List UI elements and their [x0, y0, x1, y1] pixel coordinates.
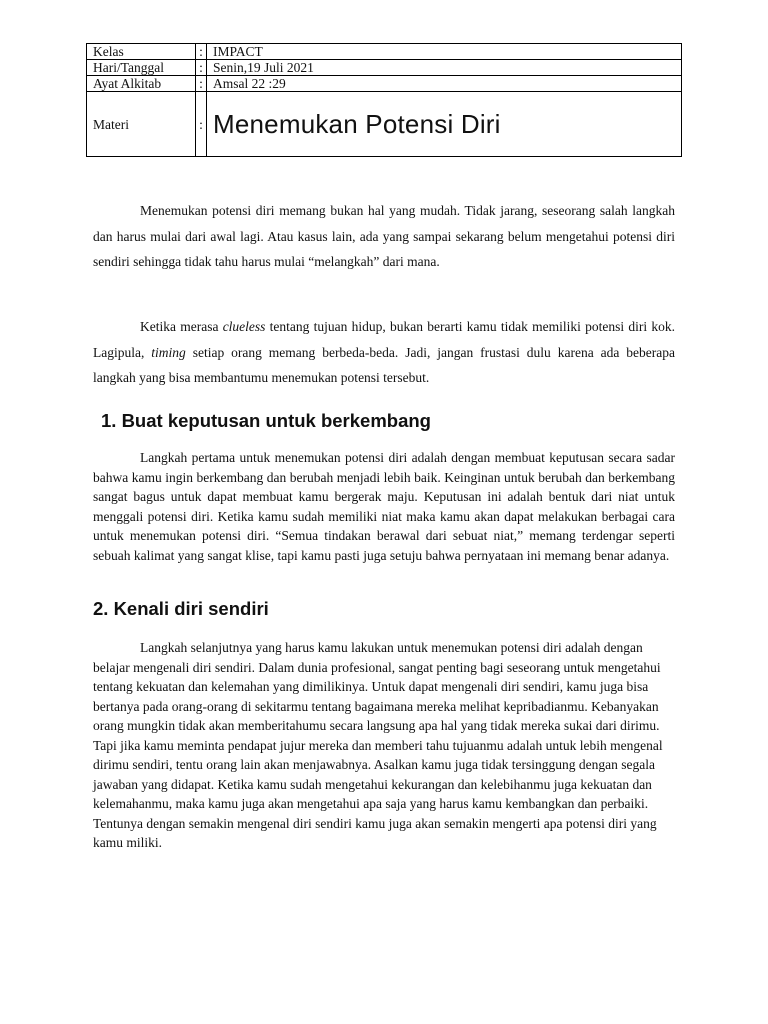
header-row-kelas: [87, 44, 682, 60]
header-table: [86, 43, 682, 157]
section-1-paragraph: [93, 448, 675, 565]
row-separator: :: [196, 60, 207, 76]
header-row-verse: [87, 76, 682, 92]
row-value: Amsal 22 :29: [207, 76, 682, 92]
row-separator: :: [196, 92, 207, 157]
row-label: Ayat Alkitab: [87, 76, 196, 92]
paragraph-text: Menemukan potensi diri memang bukan hal yang mudah. Tidak jarang, seseorang salah langkah dan harus mulai dari awal lagi. Atau kasus lain, ada yang sampai sekarang belum mengetahui potensi diri sendiri sehingga tidak tahu harus mulai “melangkah” dari mana.: [93, 203, 675, 269]
intro-paragraph-1: [93, 198, 675, 275]
paragraph-text: tentang tujuan hidup, bukan berarti kamu tidak memiliki potensi diri kok. Lagipula,: [93, 319, 675, 360]
row-label: Kelas: [87, 44, 196, 60]
row-separator: :: [196, 76, 207, 92]
row-label: Materi: [87, 92, 196, 157]
row-value: IMPACT: [207, 44, 682, 60]
section-heading-1: 1. Buat keputusan untuk berkembang: [101, 410, 431, 431]
paragraph-text: Ketika merasa: [140, 319, 223, 334]
row-value: Senin,19 Juli 2021: [207, 60, 682, 76]
italic-term: timing: [151, 344, 186, 360]
italic-term: clueless: [222, 319, 266, 334]
paragraph-text: Langkah selanjutnya yang harus kamu lakukan untuk menemukan potensi diri adalah dengan belajar mengenali diri sendiri. Dalam dunia profesional, sangat penting bagi seseorang untuk mengetahui tentang kekuatan dan kelemahan yang dimilikinya. Untuk dapat mengenali diri sendiri, kamu juga bisa bertanya pada orang-orang di sekitarmu tentang bagaimana mereka melihat kepribadianmu. Kebanyakan orang mungkin tidak akan memberitahumu secara langsung apa hal yang tidak mereka sukai dari dirimu. Tapi jika kamu meminta pendapat jujur mereka dan memberi tahu tujuanmu adalah untuk lebih mengenal dirimu sendiri, tentu orang lain akan menjawabnya. Asalkan kamu juga tidak tersinggung dengan segala jawaban yang didapat. Ketika kamu sudah mengetahui kekurangan dan kelebihanmu juga kekuatan dan kelemahanmu, maka kamu juga akan mengetahui apa saja yang harus kamu kembangkan dan perbaiki. Tentunya dengan semakin mengenal diri sendiri kamu juga akan semakin mengerti apa potensi diri yang kamu miliki.: [93, 640, 663, 850]
intro-paragraph-2: [93, 314, 675, 391]
row-separator: :: [196, 44, 207, 60]
header-row-date: [87, 60, 682, 76]
section-2-paragraph: [93, 638, 675, 853]
section-heading-2: 2. Kenali diri sendiri: [93, 598, 269, 619]
document-title: Menemukan Potensi Diri: [207, 92, 682, 157]
paragraph-text: setiap orang memang berbeda-beda. Jadi, jangan frustasi dulu karena ada beberapa langkah yang bisa membantumu menemukan potensi tersebut.: [93, 344, 675, 385]
paragraph-text: Langkah pertama untuk menemukan potensi diri adalah dengan membuat keputusan secara sadar bahwa kamu ingin berkembang dan berubah menjadi lebih baik. Keinginan untuk berubah dan berkembang sangat bagus untuk dapat membuat kamu bergerak maju. Keputusan ini adalah bentuk dari niat untuk menggali potensi diri. Ketika kamu sudah memiliki niat maka kamu akan dapat melakukan berbagai cara untuk menemukan potensi diri. “Semua tindakan berawal dari sebuat niat,” memang terdengar seperti sebuah kalimat yang sangat klise, tapi kamu pasti juga setuju bahwa pernyataan ini memang benar adanya.: [93, 450, 675, 563]
header-row-materi: [87, 92, 682, 157]
row-label: Hari/Tanggal: [87, 60, 196, 76]
